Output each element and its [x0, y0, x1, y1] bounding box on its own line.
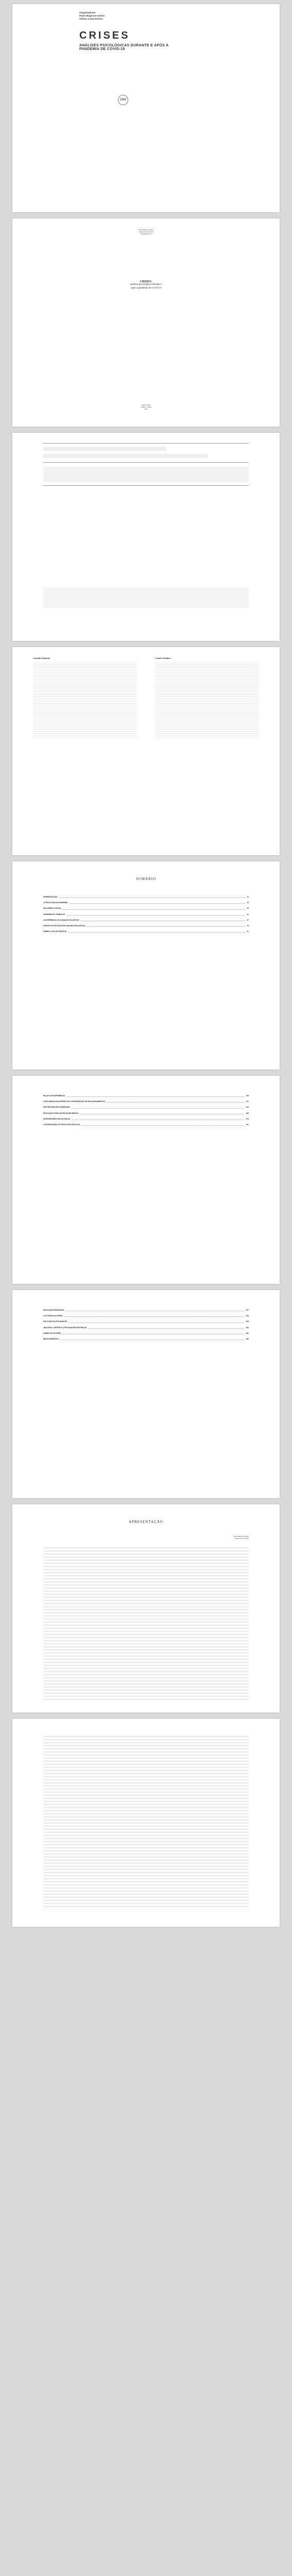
summary-row[interactable]: A INTERVENÇÃO DO PSICÓLOGO ESCOLAR 191 [43, 1124, 249, 1126]
summary-page-1 [12, 861, 280, 1070]
cover-organizer-1: Paulo Magoncé Santos [79, 14, 105, 17]
publisher-name: Editora CRV [142, 404, 150, 406]
summary-page-3 [12, 1290, 280, 1498]
title-page-subtitle-2: após a pandemia de covid-19 [131, 286, 161, 290]
summary-list-1 [43, 892, 249, 933]
editorial-board-page [12, 647, 280, 855]
summary-row[interactable]: RELATO DE EXPERIÊNCIA 109 [43, 1095, 249, 1097]
cover-subtitle: ANÁLISES PSICOLÓGICAS DURANTE E APÓS A PANDEMIA DE COVID-19 [79, 44, 169, 51]
scientific-committee-title: Comitê Científico: [155, 657, 171, 659]
cover-title: CRISES [79, 30, 130, 41]
summary-row[interactable]: UM OLHAR DA PSICANÁLISE 243 [43, 1320, 249, 1323]
summary-row[interactable]: SOBRE OS AUTORES 281 [43, 1332, 249, 1334]
title-page-name-2: Gleiton Costa Pereira [139, 231, 153, 233]
publisher-logo-icon: CRV [118, 95, 128, 105]
cover-organizer-2: Gleiton Costa Pereira [79, 18, 103, 20]
cover-page [12, 4, 280, 212]
publisher-address-block [43, 587, 249, 608]
cover-organizers-label: Organizadores [79, 11, 96, 14]
presentation-page-2 [12, 1719, 280, 1927]
summary-row[interactable]: A LEI MARIA DA PENHA 225 [43, 1315, 249, 1317]
summary-row[interactable]: JEAN-PAUL SARTRE E A PSICANÁLISE EXISTENCIAL 261 [43, 1326, 249, 1329]
title-page [12, 218, 280, 427]
title-page-organizers: (Organizadores) [141, 233, 151, 235]
presentation-body-text-continued [43, 1734, 249, 1909]
summary-row[interactable]: EDUCAÇÃO BRASILEIRA 207 [43, 1309, 249, 1311]
summary-row[interactable]: SOBRE O USO DE OBJETOS 91 [43, 930, 249, 933]
presentation-page [12, 1504, 280, 1713]
title-page-name-1: Paulo Magoncé Santos [138, 229, 154, 231]
summary-row[interactable]: INTERVENÇÕES PSICOLÓGICAS 175 [43, 1117, 249, 1120]
presentation-heading: APRESENTAÇÃO [129, 1520, 163, 1524]
summary-row[interactable]: A INFLUÊNCIA DA INTERNET NA CONFIGURAÇÃO DE RELACIONAMENTOS 127 [43, 1100, 249, 1103]
summary-row[interactable]: EDUCAÇÃO POPULAR EM SAÚDE MENTAL 159 [43, 1112, 249, 1114]
summary-row[interactable]: A PSICOLOGIA NA PANDEMIA 15 [43, 902, 249, 904]
presentation-author-1: Paulo Magoncé Santos [233, 1535, 249, 1537]
editorial-board-title: Conselho Editorial: [33, 657, 50, 659]
cover-organizers [79, 11, 105, 21]
summary-row[interactable]: GRUPOS DE ESTUDOS EM CUIDADOS PALIATIVOS 73 [43, 925, 249, 927]
summary-heading: SUMÁRIO [135, 877, 157, 881]
summary-row[interactable]: PANDEMIA NO TRABALHO 43 [43, 913, 249, 916]
title-page-subtitle-1: análises psicológicas durante e [130, 283, 162, 286]
presentation-author-2: Gleiton Costa Pereira [234, 1537, 249, 1540]
catalog-page [12, 433, 280, 641]
summary-row[interactable]: SER PROFESSOR E ANSIEDADE 143 [43, 1106, 249, 1109]
scientific-committee-column [155, 657, 259, 739]
catalog-card-block [43, 443, 249, 577]
summary-row[interactable]: A EXPERIÊNCIA DE CUIDADOS PALIATIVOS 57 [43, 919, 249, 921]
summary-list-2 [43, 1091, 249, 1126]
editorial-board-column [33, 657, 137, 739]
presentation-body-text [43, 1546, 249, 1700]
publisher-year: 2022 [144, 408, 148, 411]
summary-row[interactable]: ÍNDICE REMISSIVO 289 [43, 1338, 249, 1341]
summary-row[interactable]: ISOLAMENTO SOCIAL 29 [43, 907, 249, 910]
summary-page-2 [12, 1076, 280, 1284]
summary-row[interactable]: APRESENTAÇÃO 11 [43, 896, 249, 898]
publisher-city: Curitiba – Brasil [140, 406, 152, 409]
title-page-title: CRISES: [140, 280, 152, 283]
summary-list-3 [43, 1306, 249, 1340]
